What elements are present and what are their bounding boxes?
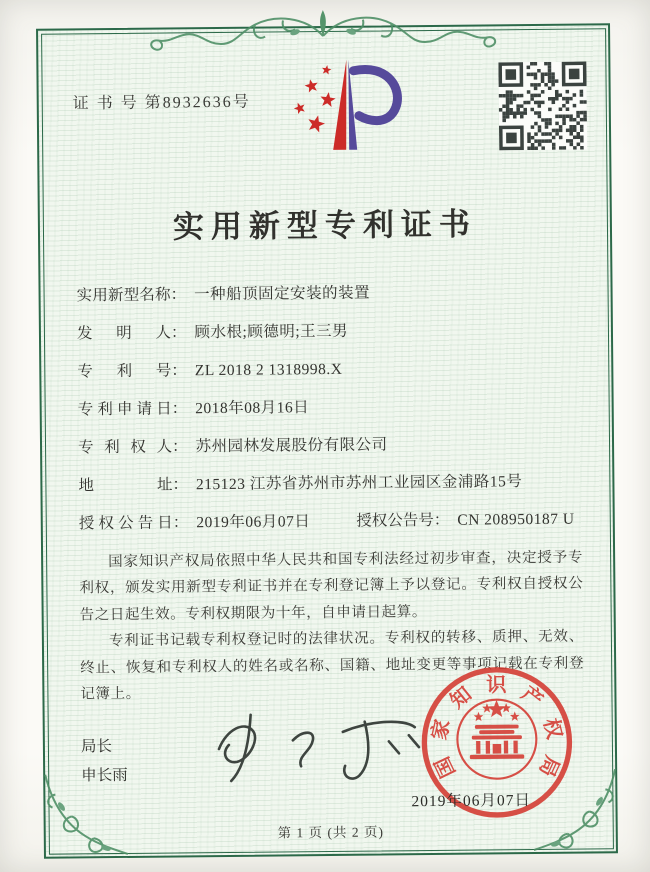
signer-block [81, 732, 128, 791]
field-value: 顾水根;顾德明;王三男 [194, 322, 349, 342]
certificate-header [38, 25, 609, 162]
legal-paragraph-1: 国家知识产权局依照中华人民共和国专利法经过初步审查，决定授予专利权，颁发实用新型专利证书并在专利登记簿上予以登记。专利权自授权公告之日起生效。专利权期限为十年，自申请日起算。 [79, 549, 584, 624]
field-value: 215123 江苏省苏州市苏州工业园区金浦路15号 [195, 473, 523, 494]
field-label: 专利号 [77, 362, 172, 381]
field-row-patentee: 专利权人 ： 苏州园林发展股份有限公司 [78, 431, 582, 458]
field-value: CN 208950187 U [457, 510, 575, 529]
field-value: 2018年08月16日 [195, 399, 310, 418]
field-label: 授权公告日 [78, 514, 173, 533]
certificate-fields [40, 278, 612, 533]
field-value: 苏州园林发展股份有限公司 [195, 436, 388, 456]
field-value: 一种船顶固定安装的装置 [194, 284, 371, 304]
field-label: 授权公告号 [356, 511, 434, 530]
svg-text:局: 局 [534, 752, 563, 780]
svg-text:权: 权 [538, 716, 566, 742]
legal-paragraph-2: 专利证书记载专利权登记时的法律状况。专利权的转移、质押、无效、终止、恢复和专利权人的姓名或名称、国籍、地址变更等事项记载在专利登记簿上。 [80, 628, 585, 703]
field-label: 发明人 [76, 324, 172, 343]
field-label: 专利权人 [77, 438, 173, 457]
page-footer: 第 1 页 (共 2 页) [277, 824, 385, 841]
field-label: 专利申请日 [77, 400, 172, 419]
certificate-number: 证 书 号 第8932636号 [72, 93, 251, 113]
handwritten-signature-icon [193, 705, 444, 799]
svg-text:国: 国 [431, 753, 460, 781]
svg-text:知: 知 [446, 683, 476, 714]
signer-title: 局长 [80, 738, 113, 756]
field-grant-number: 授权公告号 ： CN 208950187 U [356, 507, 574, 531]
seal-date: 2019年06月07日 [411, 792, 532, 811]
field-label: 地址 [78, 476, 173, 495]
field-row-address: 地址 ： 215123 江苏省苏州市苏州工业园区金浦路15号 [78, 469, 582, 496]
svg-text:产: 产 [517, 682, 547, 713]
field-value: 2019年06月07日 [196, 513, 311, 532]
field-row-grant: 授权公告日 ： 2019年06月07日 授权公告号 ： CN 208950187 U [79, 507, 583, 534]
field-row-inventors: 发明人 ： 顾水根;顾德明;王三男 [77, 317, 581, 344]
signer-name: 申长雨 [81, 767, 128, 785]
svg-text:识: 识 [486, 674, 507, 697]
field-value: ZL 2018 2 1318998.X [194, 360, 343, 380]
field-label: 实用新型名称 [76, 286, 171, 305]
certificate-frame [36, 23, 618, 858]
field-row-patent-number: 专利号 ： ZL 2018 2 1318998.X [77, 355, 581, 382]
field-row-filing-date: 专利申请日 ： 2018年08月16日 [78, 393, 582, 420]
cnipa-logo-icon [270, 53, 407, 160]
certificate-title: 实用新型专利证书 [172, 206, 478, 245]
qr-code [498, 61, 587, 150]
svg-text:家: 家 [428, 717, 455, 743]
field-row-name: 实用新型名称 ： 一种船顶固定安装的装置 [76, 279, 580, 306]
